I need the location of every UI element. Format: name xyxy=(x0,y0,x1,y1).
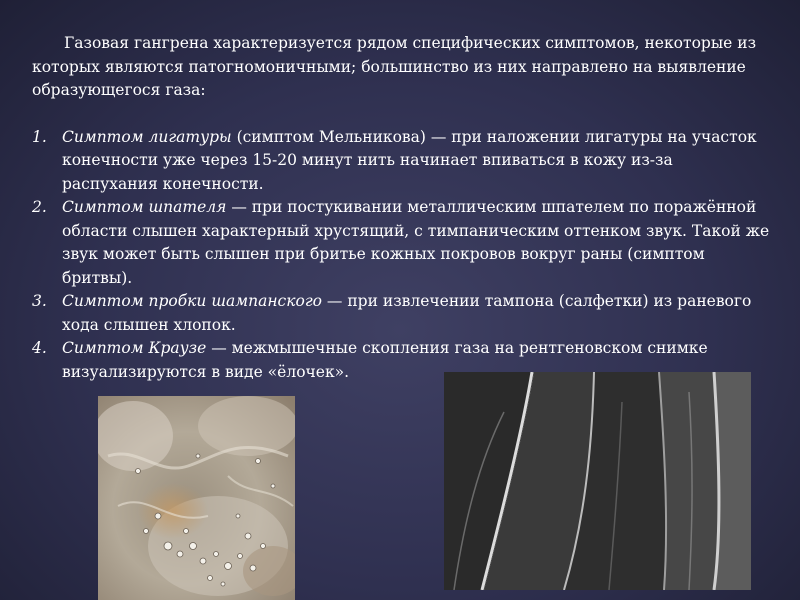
item-number: 2. xyxy=(32,198,47,216)
item-term: Симптом пробки шампанского xyxy=(62,292,322,310)
list-item xyxy=(32,196,772,290)
item-number: 3. xyxy=(32,292,47,310)
slide-text xyxy=(32,32,772,384)
item-text: — при извлечении тампона (салфетки) из раневого хода слышен хлопок. xyxy=(62,292,752,334)
intro-paragraph: Газовая гангрена характеризуется рядом специфических симптомов, некоторые из которых являются патогномоничными; большинство из них направлено на выявление образующегося газа: xyxy=(32,34,757,99)
spacer xyxy=(32,103,772,126)
item-term: Симптом лигатуры xyxy=(62,127,232,146)
list-item xyxy=(32,126,772,197)
item-text: — при постукивании металлическим шпателем по поражённой области слышен характерный хрустящий, с тимпаническим оттенком звук. Такой же звук может быть слышен при бритье кожных покровов вокруг раны (симптом бритвы). xyxy=(62,198,770,287)
item-number: 1. xyxy=(32,127,47,146)
list-item xyxy=(32,290,772,337)
symptom-list xyxy=(32,126,772,385)
item-term: Симптом Краузе xyxy=(62,339,207,357)
item-text: — межмышечные скопления газа на рентгеновском снимке визуализируются в виде «ёлочек». xyxy=(62,339,708,381)
wound-photo xyxy=(98,396,295,600)
item-number: 4. xyxy=(32,339,47,357)
item-text: (симптом Мельникова) — при наложении лигатуры на участок конечности уже через 15-20 минут нить начинает впиваться в кожу из-за распухания конечности. xyxy=(62,127,757,193)
xray-photo xyxy=(444,372,751,590)
item-term: Симптом шпателя xyxy=(62,198,227,216)
